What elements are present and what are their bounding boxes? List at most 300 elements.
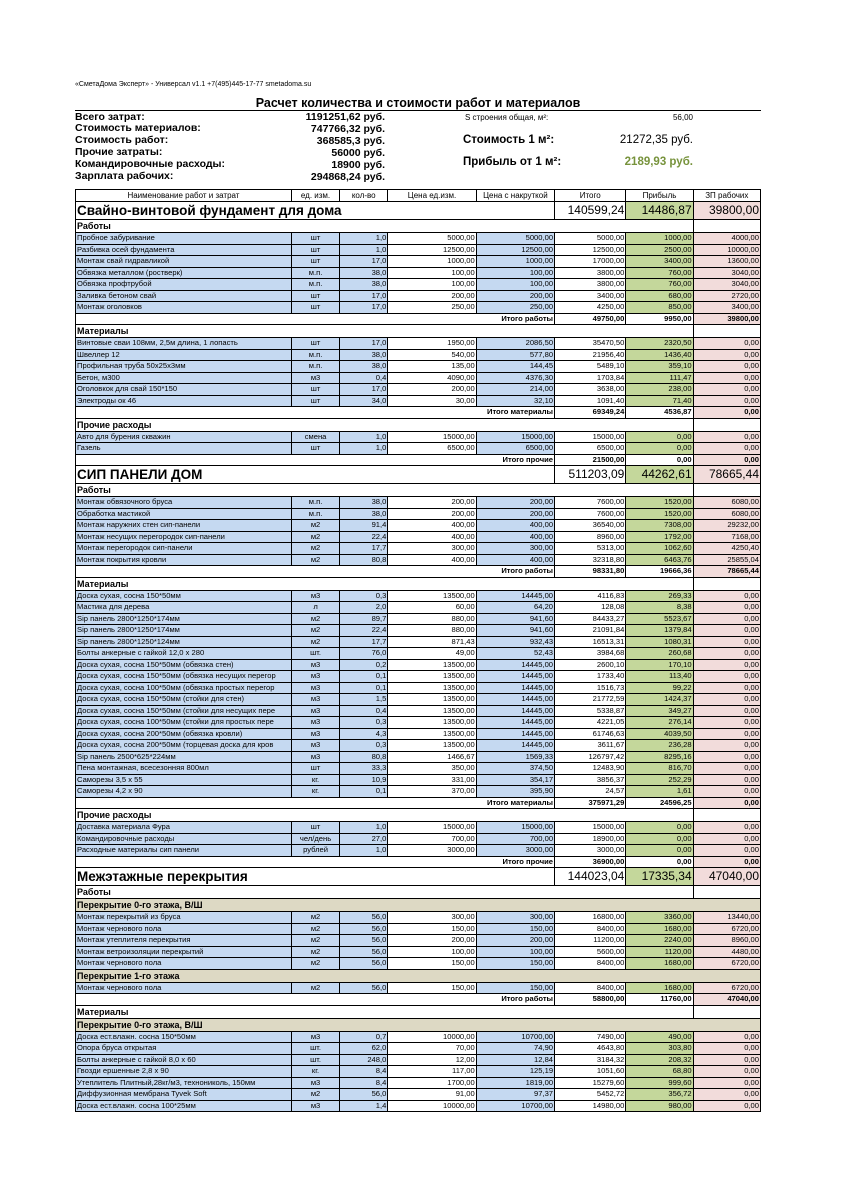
table-row	[76, 233, 761, 245]
item-markup-price[interactable]: 941,60	[476, 613, 554, 625]
item-price[interactable]: 200,00	[388, 384, 476, 396]
item-unit[interactable]: м2	[291, 531, 339, 543]
item-name[interactable]: Доска сухая, сосна 200*50мм (обвязка кровли)	[76, 728, 292, 740]
item-unit[interactable]: л	[291, 602, 339, 614]
item-price[interactable]: 100,00	[388, 946, 476, 958]
item-qty[interactable]: 56,0	[340, 982, 388, 994]
item-name[interactable]: Sip панель 2800*1250*124мм	[76, 636, 292, 648]
item-unit[interactable]: м.п.	[291, 267, 339, 279]
item-unit[interactable]: м2	[291, 613, 339, 625]
item-price[interactable]: 350,00	[388, 763, 476, 775]
item-name[interactable]: Монтаж ветроизоляции перекрытий	[76, 946, 292, 958]
item-qty[interactable]: 4,3	[340, 728, 388, 740]
item-qty[interactable]: 56,0	[340, 946, 388, 958]
item-markup-price[interactable]: 1569,33	[476, 751, 554, 763]
item-unit[interactable]: шт	[291, 244, 339, 256]
item-unit[interactable]: м3	[291, 671, 339, 683]
item-markup-price[interactable]: 14445,00	[476, 717, 554, 729]
item-markup-price[interactable]: 3000,00	[476, 845, 554, 857]
item-price[interactable]: 60,00	[388, 602, 476, 614]
item-qty[interactable]: 17,7	[340, 636, 388, 648]
item-markup-price[interactable]: 100,00	[476, 267, 554, 279]
item-price[interactable]: 200,00	[388, 497, 476, 509]
item-name[interactable]: Расходные материалы сип панели	[76, 845, 292, 857]
item-wage: 4250,40	[693, 543, 760, 555]
item-name[interactable]: Мастика для дерева	[76, 602, 292, 614]
estimate-table	[75, 189, 761, 1112]
item-unit[interactable]: м3	[291, 372, 339, 384]
item-wage: 0,00	[693, 431, 760, 443]
item-name[interactable]: Винтовые сваи 108мм, 2,5м длина, 1 лопасть	[76, 338, 292, 350]
item-price[interactable]: 15000,00	[388, 822, 476, 834]
item-qty[interactable]: 34,0	[340, 395, 388, 407]
item-markup-price[interactable]: 395,90	[476, 786, 554, 798]
item-qty[interactable]: 8,4	[340, 1066, 388, 1078]
item-markup-price[interactable]: 97,37	[476, 1089, 554, 1101]
item-qty[interactable]: 80,8	[340, 751, 388, 763]
item-markup-price[interactable]: 150,00	[476, 982, 554, 994]
item-name[interactable]: Доска сухая, сосна 200*50мм (торцевая доска для кров	[76, 740, 292, 752]
item-price[interactable]: 13500,00	[388, 694, 476, 706]
item-qty[interactable]: 38,0	[340, 279, 388, 291]
item-markup-price[interactable]: 200,00	[476, 935, 554, 947]
table-row	[76, 923, 761, 935]
item-unit[interactable]: кг.	[291, 786, 339, 798]
item-price[interactable]: 200,00	[388, 935, 476, 947]
item-wage: 0,00	[693, 361, 760, 373]
item-name[interactable]: Доска сухая, сосна 100*50мм (обвязка простых перегор	[76, 682, 292, 694]
item-markup-price[interactable]: 15000,00	[476, 431, 554, 443]
item-name[interactable]: Пена монтажная, всесезонняя 800мл	[76, 763, 292, 775]
item-unit[interactable]: м3	[291, 717, 339, 729]
item-markup-price[interactable]: 100,00	[476, 946, 554, 958]
item-qty[interactable]: 22,4	[340, 625, 388, 637]
item-price[interactable]: 70,00	[388, 1043, 476, 1055]
item-unit[interactable]: шт	[291, 338, 339, 350]
item-price[interactable]: 1466,67	[388, 751, 476, 763]
item-markup-price[interactable]: 15000,00	[476, 822, 554, 834]
item-unit[interactable]: м2	[291, 1089, 339, 1101]
item-unit[interactable]: шт	[291, 822, 339, 834]
item-unit[interactable]: шт	[291, 384, 339, 396]
item-markup-price[interactable]: 354,17	[476, 774, 554, 786]
item-unit[interactable]: м3	[291, 1077, 339, 1089]
item-qty[interactable]: 0,1	[340, 786, 388, 798]
item-unit[interactable]: м2	[291, 982, 339, 994]
item-name[interactable]: Монтаж утеплителя перекрытия	[76, 935, 292, 947]
item-unit[interactable]: чел/день	[291, 833, 339, 845]
item-name[interactable]: Авто для бурения скважин	[76, 431, 292, 443]
item-qty[interactable]: 1,5	[340, 694, 388, 706]
item-unit[interactable]: шт	[291, 763, 339, 775]
item-markup-price[interactable]: 200,00	[476, 290, 554, 302]
item-name[interactable]: Доска сухая, сосна 150*50мм (обвязка несущих перегор	[76, 671, 292, 683]
subtotal-total: 49750,00	[555, 313, 626, 325]
item-markup-price[interactable]: 12,84	[476, 1054, 554, 1066]
item-name[interactable]: Монтаж перегородок сип-панели	[76, 543, 292, 555]
item-unit[interactable]: м3	[291, 682, 339, 694]
item-price[interactable]: 4090,00	[388, 372, 476, 384]
item-unit[interactable]: м3	[291, 751, 339, 763]
item-total: 15000,00	[555, 431, 626, 443]
item-markup-price[interactable]: 1000,00	[476, 256, 554, 268]
item-price[interactable]: 200,00	[388, 508, 476, 520]
item-price[interactable]: 400,00	[388, 520, 476, 532]
item-name[interactable]: Доска сухая, сосна 150*50мм	[76, 590, 292, 602]
item-name[interactable]: Обвязка профтрубой	[76, 279, 292, 291]
item-qty[interactable]: 0,1	[340, 682, 388, 694]
item-markup-price[interactable]: 10700,00	[476, 1031, 554, 1043]
item-total: 21956,40	[555, 349, 626, 361]
item-profit: 68,80	[626, 1066, 693, 1078]
item-name[interactable]: Sip панель 2800*1250*174мм	[76, 613, 292, 625]
item-markup-price[interactable]: 400,00	[476, 531, 554, 543]
item-markup-price[interactable]: 4376,30	[476, 372, 554, 384]
item-unit[interactable]: м3	[291, 659, 339, 671]
item-markup-price[interactable]: 300,00	[476, 912, 554, 924]
item-price[interactable]: 6500,00	[388, 443, 476, 455]
item-qty[interactable]: 89,7	[340, 613, 388, 625]
item-markup-price[interactable]: 400,00	[476, 520, 554, 532]
item-qty[interactable]: 8,4	[340, 1077, 388, 1089]
item-qty[interactable]: 91,4	[340, 520, 388, 532]
item-qty[interactable]: 0,2	[340, 659, 388, 671]
item-name[interactable]: Утеплитель Плитный,28кг/м3, технониколь, 150мм	[76, 1077, 292, 1089]
item-price[interactable]: 13500,00	[388, 740, 476, 752]
item-price[interactable]: 12,00	[388, 1054, 476, 1066]
item-markup-price[interactable]: 14445,00	[476, 590, 554, 602]
item-price[interactable]: 13500,00	[388, 671, 476, 683]
item-price[interactable]: 400,00	[388, 554, 476, 566]
item-price[interactable]: 1700,00	[388, 1077, 476, 1089]
item-wage: 0,00	[693, 671, 760, 683]
item-qty[interactable]: 248,0	[340, 1054, 388, 1066]
item-price[interactable]: 13500,00	[388, 728, 476, 740]
item-qty[interactable]: 38,0	[340, 508, 388, 520]
item-qty[interactable]: 17,0	[340, 302, 388, 314]
item-name[interactable]: Доставка материала Фура	[76, 822, 292, 834]
item-price[interactable]: 49,00	[388, 648, 476, 660]
item-unit[interactable]: кг.	[291, 774, 339, 786]
item-qty[interactable]: 56,0	[340, 958, 388, 970]
item-name[interactable]: Обвязка металлом (ростверк)	[76, 267, 292, 279]
item-total: 12483,90	[555, 763, 626, 775]
item-markup-price[interactable]: 144,45	[476, 361, 554, 373]
item-unit[interactable]: шт	[291, 302, 339, 314]
item-qty[interactable]: 1,0	[340, 845, 388, 857]
item-name[interactable]: Болты анкерные с гайкой 12,0 x 280	[76, 648, 292, 660]
item-qty[interactable]: 17,0	[340, 338, 388, 350]
item-qty[interactable]: 27,0	[340, 833, 388, 845]
item-unit[interactable]: шт	[291, 233, 339, 245]
item-price[interactable]: 400,00	[388, 531, 476, 543]
item-unit[interactable]: шт	[291, 443, 339, 455]
item-price[interactable]: 300,00	[388, 912, 476, 924]
item-name[interactable]: Монтаж свай гидравликой	[76, 256, 292, 268]
item-name[interactable]: Опора бруса открытая	[76, 1043, 292, 1055]
item-name[interactable]: Профильная труба 50x25x3мм	[76, 361, 292, 373]
item-price[interactable]: 880,00	[388, 625, 476, 637]
item-name[interactable]: Командировочные расходы	[76, 833, 292, 845]
item-price[interactable]: 10000,00	[388, 1100, 476, 1112]
item-qty[interactable]: 38,0	[340, 361, 388, 373]
item-qty[interactable]: 0,3	[340, 717, 388, 729]
item-markup-price[interactable]: 200,00	[476, 497, 554, 509]
item-name[interactable]: Заливка бетоном свай	[76, 290, 292, 302]
subgroup-label: Перекрытие 0-го этажа, В/Ш	[76, 1018, 761, 1031]
item-wage: 0,00	[693, 1077, 760, 1089]
item-name[interactable]: Монтаж чернового пола	[76, 923, 292, 935]
item-markup-price[interactable]: 1819,00	[476, 1077, 554, 1089]
item-name[interactable]: Болты анкерные с гайкой 8,0 x 60	[76, 1054, 292, 1066]
item-markup-price[interactable]: 150,00	[476, 923, 554, 935]
item-name[interactable]: Бетон, м300	[76, 372, 292, 384]
item-unit[interactable]: шт.	[291, 1054, 339, 1066]
item-markup-price[interactable]: 14445,00	[476, 740, 554, 752]
item-price[interactable]: 880,00	[388, 613, 476, 625]
item-qty[interactable]: 1,0	[340, 431, 388, 443]
item-markup-price[interactable]: 300,00	[476, 543, 554, 555]
item-unit[interactable]: м2	[291, 946, 339, 958]
estimate-page	[75, 80, 761, 1112]
item-price[interactable]: 150,00	[388, 982, 476, 994]
item-markup-price[interactable]: 200,00	[476, 508, 554, 520]
item-name[interactable]: Монтаж несущих перегородок сип-панели	[76, 531, 292, 543]
item-qty[interactable]: 38,0	[340, 267, 388, 279]
item-markup-price[interactable]: 64,20	[476, 602, 554, 614]
item-unit[interactable]: шт	[291, 256, 339, 268]
item-name[interactable]: Доска сухая, сосна 150*50мм (стойки для стен)	[76, 694, 292, 706]
item-price[interactable]: 200,00	[388, 290, 476, 302]
item-price[interactable]: 12500,00	[388, 244, 476, 256]
item-name[interactable]: Гвозди ершенные 2,8 x 90	[76, 1066, 292, 1078]
item-price[interactable]: 331,00	[388, 774, 476, 786]
item-markup-price[interactable]: 577,80	[476, 349, 554, 361]
item-markup-price[interactable]: 14445,00	[476, 682, 554, 694]
item-unit[interactable]: м2	[291, 912, 339, 924]
item-price[interactable]: 13500,00	[388, 590, 476, 602]
item-qty[interactable]: 80,8	[340, 554, 388, 566]
item-name[interactable]: Монтаж наружних стен сип-панели	[76, 520, 292, 532]
item-price[interactable]: 30,00	[388, 395, 476, 407]
item-name[interactable]: Диффузионная мембрана Tyvek Soft	[76, 1089, 292, 1101]
item-price[interactable]: 1950,00	[388, 338, 476, 350]
item-qty[interactable]: 56,0	[340, 935, 388, 947]
item-name[interactable]: Монтаж чернового пола	[76, 958, 292, 970]
item-markup-price[interactable]: 150,00	[476, 958, 554, 970]
item-qty[interactable]: 1,4	[340, 1100, 388, 1112]
item-unit[interactable]: м.п.	[291, 279, 339, 291]
item-qty[interactable]: 0,7	[340, 1031, 388, 1043]
item-name[interactable]: Доска ест.влажн. сосна 150*50мм	[76, 1031, 292, 1043]
item-markup-price[interactable]: 374,50	[476, 763, 554, 775]
table-row	[76, 935, 761, 947]
item-qty[interactable]: 56,0	[340, 1089, 388, 1101]
item-name[interactable]: Швеллер 12	[76, 349, 292, 361]
item-unit[interactable]: м3	[291, 740, 339, 752]
item-qty[interactable]: 2,0	[340, 602, 388, 614]
item-qty[interactable]: 76,0	[340, 648, 388, 660]
item-name[interactable]: Монтаж обвязочного бруса	[76, 497, 292, 509]
item-price[interactable]: 13500,00	[388, 659, 476, 671]
item-unit[interactable]: шт	[291, 395, 339, 407]
item-price[interactable]: 3000,00	[388, 845, 476, 857]
item-qty[interactable]: 1,0	[340, 822, 388, 834]
item-qty[interactable]: 22,4	[340, 531, 388, 543]
item-markup-price[interactable]: 14445,00	[476, 694, 554, 706]
item-name[interactable]: Монтаж покрытия кровли	[76, 554, 292, 566]
item-unit[interactable]: м.п.	[291, 497, 339, 509]
item-qty[interactable]: 56,0	[340, 923, 388, 935]
item-markup-price[interactable]: 932,43	[476, 636, 554, 648]
item-qty[interactable]: 0,3	[340, 590, 388, 602]
item-markup-price[interactable]: 214,00	[476, 384, 554, 396]
item-unit[interactable]: м3	[291, 590, 339, 602]
item-price[interactable]: 5000,00	[388, 233, 476, 245]
item-price[interactable]: 871,43	[388, 636, 476, 648]
item-qty[interactable]: 56,0	[340, 912, 388, 924]
item-price[interactable]: 250,00	[388, 302, 476, 314]
item-unit[interactable]: м3	[291, 728, 339, 740]
item-price[interactable]: 135,00	[388, 361, 476, 373]
item-name[interactable]: Sip панель 2500*625*224мм	[76, 751, 292, 763]
item-qty[interactable]: 1,0	[340, 244, 388, 256]
item-unit[interactable]: шт	[291, 290, 339, 302]
item-unit[interactable]: м.п.	[291, 349, 339, 361]
item-qty[interactable]: 0,3	[340, 740, 388, 752]
item-name[interactable]: Доска сухая, сосна 100*50мм (стойки для простых пере	[76, 717, 292, 729]
item-name[interactable]: Газель	[76, 443, 292, 455]
item-unit[interactable]: м3	[291, 1100, 339, 1112]
item-qty[interactable]: 33,3	[340, 763, 388, 775]
item-price[interactable]: 100,00	[388, 279, 476, 291]
item-price[interactable]: 13500,00	[388, 717, 476, 729]
item-unit[interactable]: шт.	[291, 1043, 339, 1055]
item-markup-price[interactable]: 74,90	[476, 1043, 554, 1055]
item-markup-price[interactable]: 250,00	[476, 302, 554, 314]
item-unit[interactable]: м2	[291, 543, 339, 555]
item-profit: 4039,50	[626, 728, 693, 740]
item-markup-price[interactable]: 941,60	[476, 625, 554, 637]
item-markup-price[interactable]: 32,10	[476, 395, 554, 407]
item-unit[interactable]: м2	[291, 554, 339, 566]
item-markup-price[interactable]: 100,00	[476, 279, 554, 291]
profit-per-m2-value: 2189,93 руб.	[624, 156, 693, 168]
item-name[interactable]: Монтаж оголовков	[76, 302, 292, 314]
item-unit[interactable]: смена	[291, 431, 339, 443]
item-price[interactable]: 370,00	[388, 786, 476, 798]
item-name[interactable]: Оголовкок для свай 150*150	[76, 384, 292, 396]
item-markup-price[interactable]: 700,00	[476, 833, 554, 845]
subtotal-row	[76, 407, 761, 419]
item-name[interactable]: Монтаж чернового пола	[76, 982, 292, 994]
item-price[interactable]: 15000,00	[388, 431, 476, 443]
item-price[interactable]: 13500,00	[388, 705, 476, 717]
table-row	[76, 833, 761, 845]
item-price[interactable]: 91,00	[388, 1089, 476, 1101]
item-price[interactable]: 540,00	[388, 349, 476, 361]
item-qty[interactable]: 17,0	[340, 290, 388, 302]
item-unit[interactable]: м3	[291, 705, 339, 717]
item-unit[interactable]: м.п.	[291, 508, 339, 520]
item-name[interactable]: Пробное забуривание	[76, 233, 292, 245]
item-price[interactable]: 300,00	[388, 543, 476, 555]
item-price[interactable]: 10000,00	[388, 1031, 476, 1043]
item-markup-price[interactable]: 400,00	[476, 554, 554, 566]
item-qty[interactable]: 0,4	[340, 705, 388, 717]
item-qty[interactable]: 0,4	[340, 372, 388, 384]
item-unit[interactable]: м2	[291, 520, 339, 532]
item-price[interactable]: 150,00	[388, 958, 476, 970]
item-markup-price[interactable]: 6500,00	[476, 443, 554, 455]
item-markup-price[interactable]: 52,43	[476, 648, 554, 660]
item-profit: 276,14	[626, 717, 693, 729]
item-price[interactable]: 1000,00	[388, 256, 476, 268]
item-wage: 0,00	[693, 590, 760, 602]
item-qty[interactable]: 17,7	[340, 543, 388, 555]
item-unit[interactable]: м2	[291, 935, 339, 947]
item-qty[interactable]: 38,0	[340, 497, 388, 509]
item-name[interactable]: Саморезы 3,5 x 55	[76, 774, 292, 786]
item-price[interactable]: 100,00	[388, 267, 476, 279]
item-unit[interactable]: м3	[291, 694, 339, 706]
item-name[interactable]: Разбивка осей фундамента	[76, 244, 292, 256]
item-name[interactable]: Sip панель 2800*1250*174мм	[76, 625, 292, 637]
item-unit[interactable]: м2	[291, 625, 339, 637]
profit-per-m2-label: Прибыль от 1 м²:	[463, 156, 562, 168]
item-markup-price[interactable]: 14445,00	[476, 671, 554, 683]
item-qty[interactable]: 62,0	[340, 1043, 388, 1055]
item-name[interactable]: Саморезы 4,2 x 90	[76, 786, 292, 798]
item-price[interactable]: 117,00	[388, 1066, 476, 1078]
wages-label: Зарплата рабочих:	[75, 170, 174, 182]
item-markup-price[interactable]: 12500,00	[476, 244, 554, 256]
item-price[interactable]: 13500,00	[388, 682, 476, 694]
item-name[interactable]: Доска сухая, сосна 150*50мм (стойки для несущих пере	[76, 705, 292, 717]
item-name[interactable]: Монтаж перекрытий из бруса	[76, 912, 292, 924]
item-unit[interactable]: рублей	[291, 845, 339, 857]
item-qty[interactable]: 17,0	[340, 384, 388, 396]
item-price[interactable]: 700,00	[388, 833, 476, 845]
item-markup-price[interactable]: 5000,00	[476, 233, 554, 245]
item-name[interactable]: Доска ест.влажн. сосна 100*25мм	[76, 1100, 292, 1112]
item-markup-price[interactable]: 14445,00	[476, 659, 554, 671]
item-unit[interactable]: м2	[291, 958, 339, 970]
item-unit[interactable]: м2	[291, 923, 339, 935]
item-unit[interactable]: м2	[291, 636, 339, 648]
item-qty[interactable]: 1,0	[340, 233, 388, 245]
item-markup-price[interactable]: 14445,00	[476, 728, 554, 740]
item-markup-price[interactable]: 14445,00	[476, 705, 554, 717]
item-markup-price[interactable]: 10700,00	[476, 1100, 554, 1112]
item-qty[interactable]: 38,0	[340, 349, 388, 361]
item-unit[interactable]: м3	[291, 1031, 339, 1043]
item-name[interactable]: Доска сухая, сосна 150*50мм (обвязка стен)	[76, 659, 292, 671]
item-qty[interactable]: 17,0	[340, 256, 388, 268]
item-name[interactable]: Электроды ок 46	[76, 395, 292, 407]
item-price[interactable]: 150,00	[388, 923, 476, 935]
item-profit: 850,00	[626, 302, 693, 314]
item-unit[interactable]: м.п.	[291, 361, 339, 373]
item-markup-price[interactable]: 125,19	[476, 1066, 554, 1078]
item-qty[interactable]: 0,1	[340, 671, 388, 683]
item-name[interactable]: Обработка мастикой	[76, 508, 292, 520]
item-qty[interactable]: 10,9	[340, 774, 388, 786]
item-qty[interactable]: 1,0	[340, 443, 388, 455]
item-markup-price[interactable]: 2086,50	[476, 338, 554, 350]
item-unit[interactable]: шт.	[291, 648, 339, 660]
item-unit[interactable]: кг.	[291, 1066, 339, 1078]
